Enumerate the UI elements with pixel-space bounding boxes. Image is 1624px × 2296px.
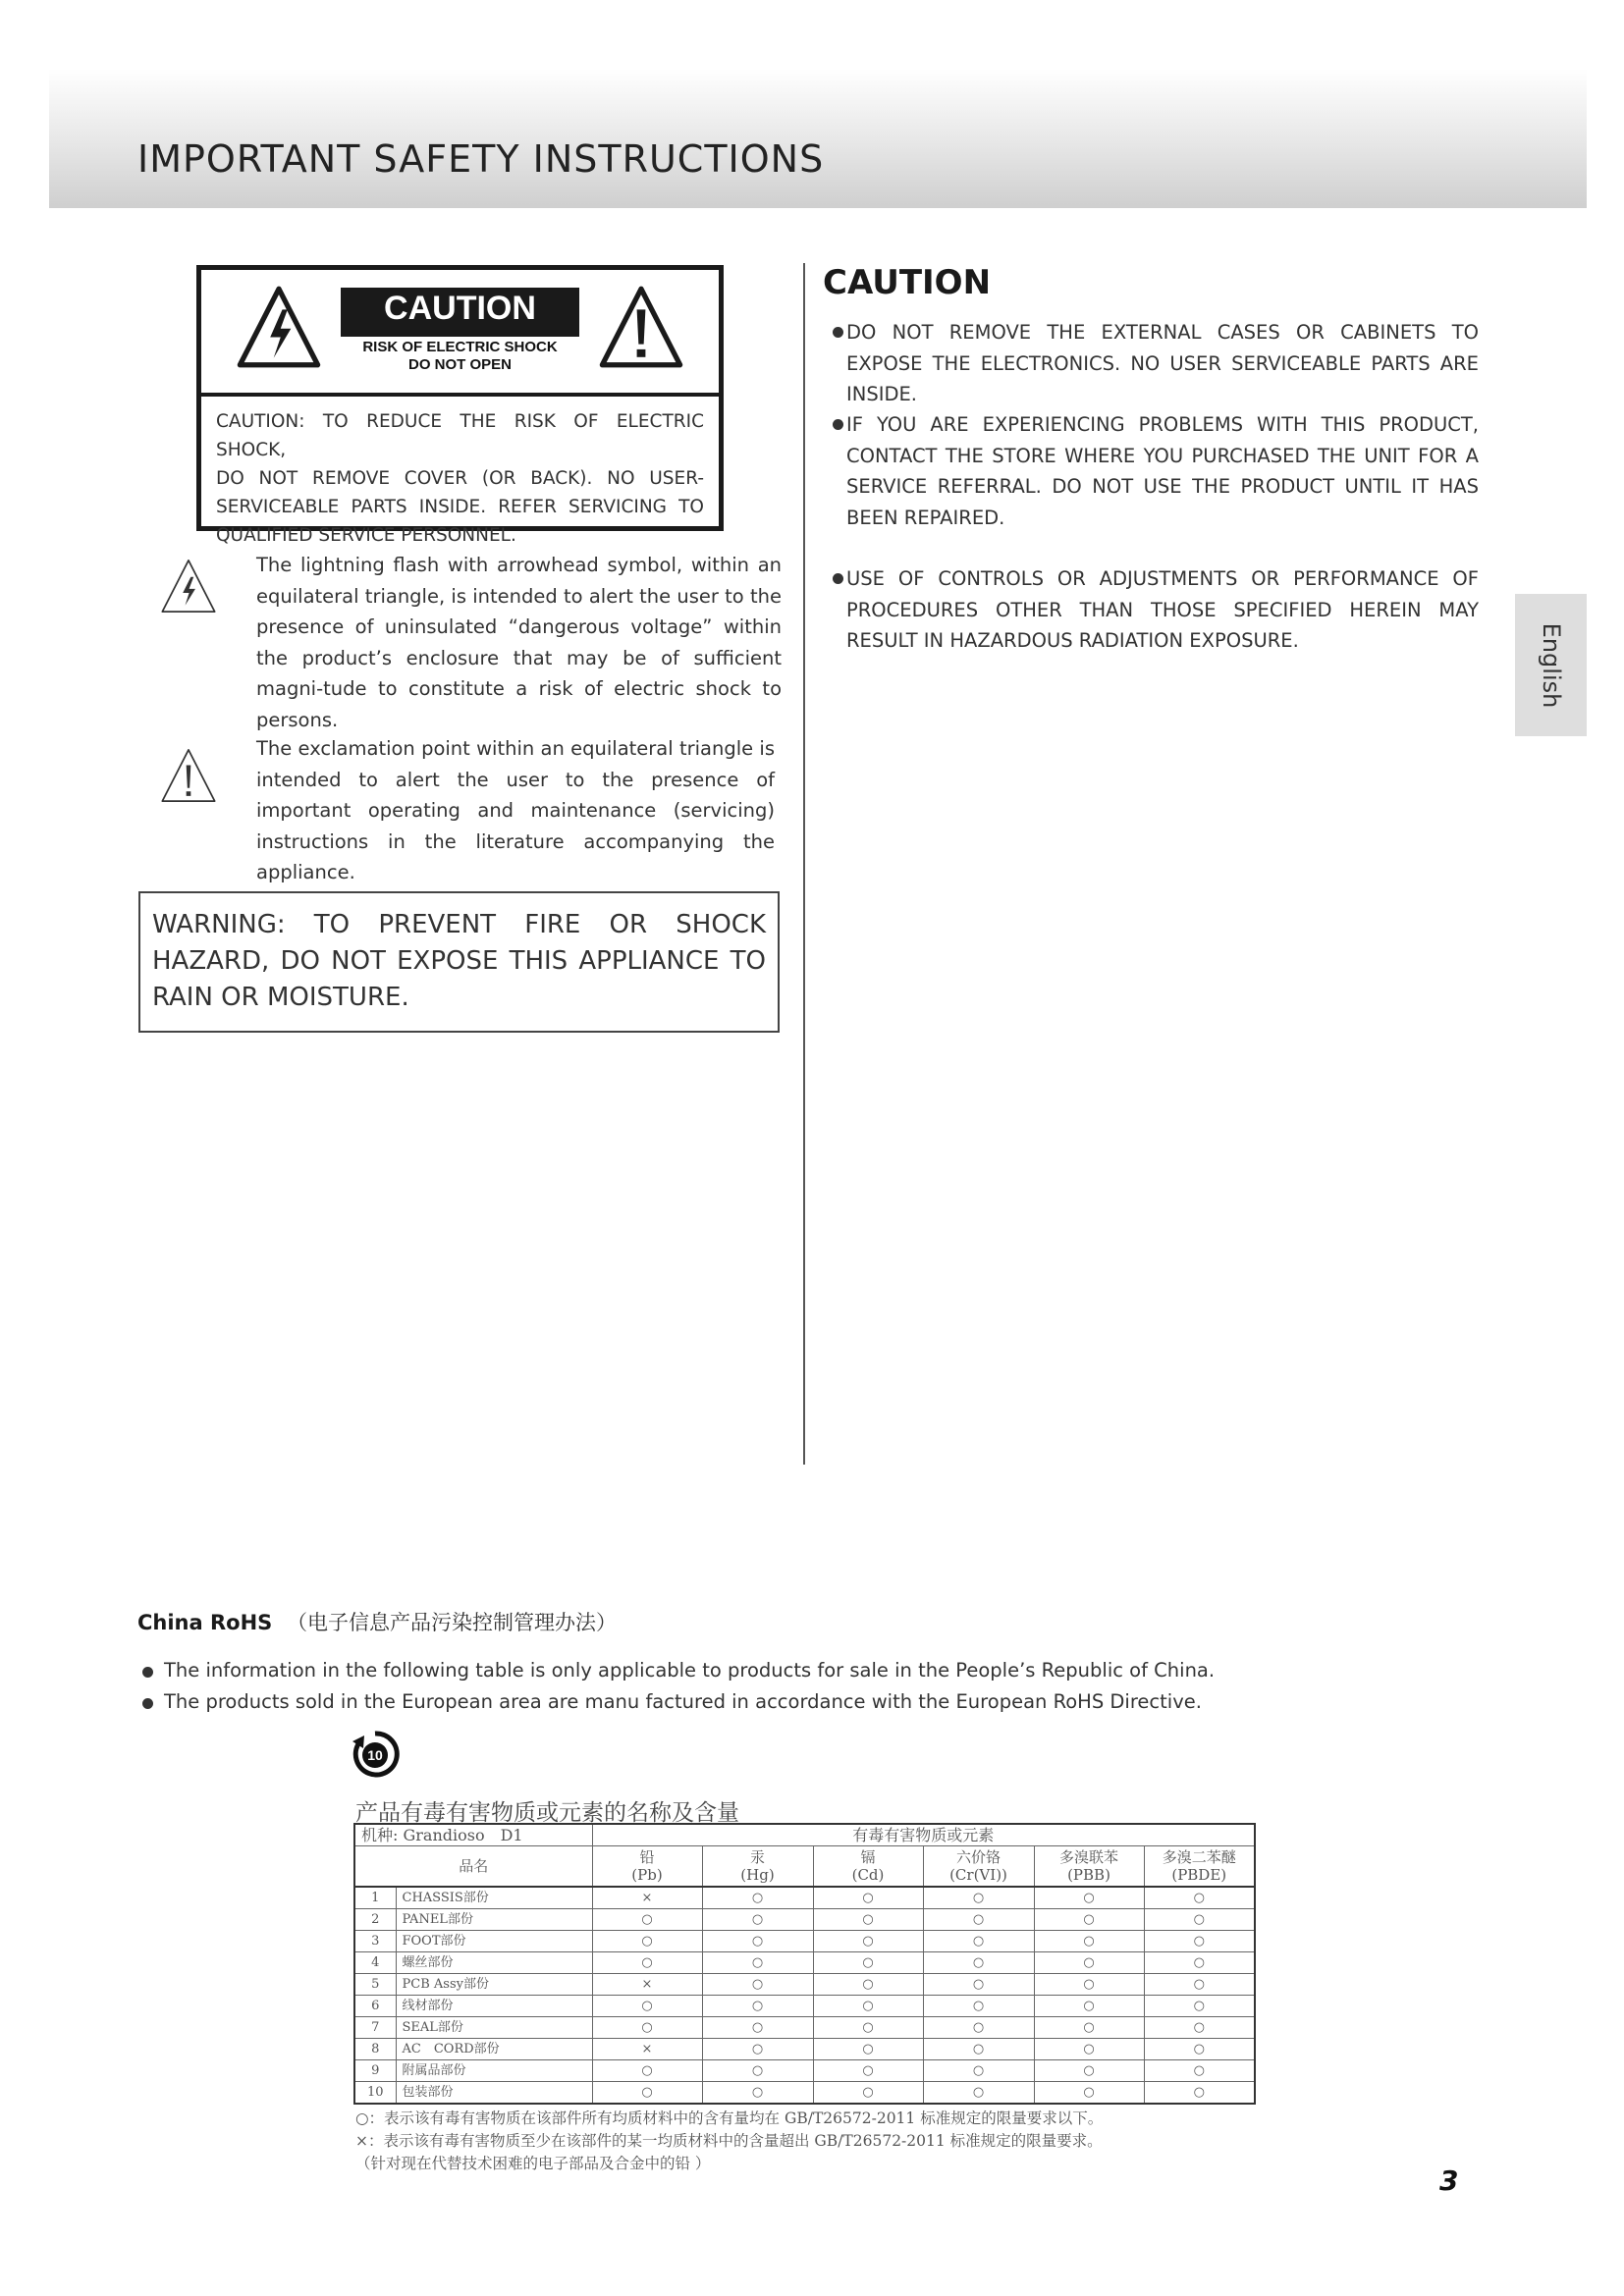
- substance-symbol: (Hg): [740, 1866, 775, 1884]
- substance-header: [592, 1846, 702, 1888]
- mark-cell: ○: [1034, 1931, 1144, 1952]
- substance-symbol: (Cd): [851, 1866, 885, 1884]
- table-row: [354, 2017, 1255, 2039]
- caution-label-header: [201, 270, 719, 393]
- language-tab: [1515, 594, 1587, 736]
- epup-number: 10: [367, 1747, 383, 1763]
- mark-cell: ○: [1034, 1974, 1144, 1996]
- row-number: 10: [354, 2082, 396, 2105]
- caution-item: [846, 563, 1479, 657]
- substance-name: 铅: [639, 1848, 655, 1866]
- mark-cell: ○: [813, 1952, 923, 1974]
- row-number: 8: [354, 2039, 396, 2060]
- caution-label-line-4: QUALIFIED SERVICE PERSONNEL.: [216, 525, 516, 546]
- mark-cell: ○: [1034, 1887, 1144, 1909]
- exclamation-symbol-icon: [160, 747, 217, 804]
- mark-cell: ○: [813, 1887, 923, 1909]
- rohs-bullet: [164, 1659, 1215, 1682]
- caution-item-text: DO NOT REMOVE THE EXTERNAL CASES OR CABINETS TO EXPOSE THE ELECTRONICS. NO USER SERVICEABLE PARTS ARE INSIDE.: [846, 321, 1479, 405]
- part-name: 包装部份: [396, 2082, 592, 2105]
- mark-cell: ○: [1144, 1887, 1255, 1909]
- mark-cell: ○: [923, 1909, 1034, 1931]
- mark-cell: ○: [813, 2039, 923, 2060]
- mark-cell: ○: [702, 1974, 813, 1996]
- substance-header: [813, 1846, 923, 1888]
- rohs-table-title: 产品有毒有害物质或元素的名称及含量: [355, 1800, 739, 1826]
- part-name: CHASSIS部份: [396, 1887, 592, 1909]
- row-number: 9: [354, 2060, 396, 2082]
- rohs-note: ×：表示该有毒有害物质至少在该部件的某一均质材料中的含量超出 GB/T26572-2011 标准规定的限量要求。: [355, 2132, 1103, 2150]
- rohs-bullet: [164, 1690, 1202, 1713]
- mark-cell: ○: [592, 2082, 702, 2105]
- mark-cell: ○: [1144, 2039, 1255, 2060]
- mark-cell: ○: [1144, 1931, 1255, 1952]
- warning-box: WARNING: TO PREVENT FIRE OR SHOCK HAZARD, DO NOT EXPOSE THIS APPLIANCE TO RAIN OR MOISTURE.: [138, 891, 780, 1033]
- mark-cell: ○: [923, 1952, 1034, 1974]
- table-row: [354, 1952, 1255, 1974]
- part-name: SEAL部份: [396, 2017, 592, 2039]
- rohs-title: China RoHS: [137, 1611, 273, 1634]
- caution-heading: CAUTION: [823, 263, 992, 302]
- table-row: [354, 1931, 1255, 1952]
- mark-cell: ○: [702, 2039, 813, 2060]
- rohs-table: [353, 1823, 1256, 2105]
- mark-cell: ○: [1034, 2017, 1144, 2039]
- bullet-icon: [833, 573, 843, 584]
- caution-item-text: IF YOU ARE EXPERIENCING PROBLEMS WITH THIS PRODUCT, CONTACT THE STORE WHERE YOU PURCHASED THE UNIT FOR A SERVICE REFERRAL. DO NOT USE THE PRODUCT UNTIL IT HAS BEEN REPAIRED.: [846, 413, 1479, 529]
- row-number: 3: [354, 1931, 396, 1952]
- part-name: FOOT部份: [396, 1931, 592, 1952]
- bullet-icon: [142, 1667, 153, 1678]
- row-number: 1: [354, 1887, 396, 1909]
- mark-cell: ○: [1144, 1952, 1255, 1974]
- mark-cell: ○: [923, 1996, 1034, 2017]
- substance-name: 六价铬: [955, 1848, 1001, 1866]
- caution-label-body: [216, 407, 704, 550]
- mark-cell: ○: [592, 1931, 702, 1952]
- caution-item-text: USE OF CONTROLS OR ADJUSTMENTS OR PERFORMANCE OF PROCEDURES OTHER THAN THOSE SPECIFIED HEREIN MAY RESULT IN HAZARDOUS RADIATION EXPOSURE.: [846, 567, 1479, 652]
- substance-header: [702, 1846, 813, 1888]
- mark-cell: ○: [1034, 1952, 1144, 1974]
- lightning-symbol-text: The lightning flash with arrowhead symbol, within an equilateral triangle, is intended to alert the user to the presence of uninsulated “dangerous voltage” within the product’s enclosure that may be of sufficient magni-tude to constitute a risk of electric shock to persons.: [256, 554, 782, 731]
- mark-cell: ○: [1034, 2082, 1144, 2105]
- mark-cell: ○: [923, 2039, 1034, 2060]
- part-name: 线材部份: [396, 1996, 592, 2017]
- mark-cell: ○: [813, 1974, 923, 1996]
- mark-cell: ×: [592, 1887, 702, 1909]
- mark-cell: ○: [1034, 2039, 1144, 2060]
- caution-label-rule: [201, 393, 719, 397]
- mark-cell: ○: [592, 1909, 702, 1931]
- rohs-note: ○：表示该有毒有害物质在该部件所有均质材料中的含有量均在 GB/T26572-2011 标准规定的限量要求以下。: [355, 2109, 1104, 2127]
- table-row: [354, 1887, 1255, 1909]
- mark-cell: ○: [813, 2082, 923, 2105]
- mark-cell: ○: [923, 1974, 1034, 1996]
- table-row: [354, 1974, 1255, 1996]
- mark-cell: ○: [702, 1931, 813, 1952]
- mark-cell: ○: [923, 2082, 1034, 2105]
- mark-cell: ○: [813, 2017, 923, 2039]
- part-name-header: 品名: [354, 1846, 592, 1888]
- mark-cell: ○: [813, 1909, 923, 1931]
- part-name: PANEL部份: [396, 1909, 592, 1931]
- row-number: 7: [354, 2017, 396, 2039]
- mark-cell: ×: [592, 1974, 702, 1996]
- mark-cell: ○: [813, 1931, 923, 1952]
- part-name: 螺丝部份: [396, 1952, 592, 1974]
- caution-label-line-3: SERVICEABLE PARTS INSIDE. REFER SERVICING TO: [216, 497, 704, 517]
- bullet-icon: [833, 327, 843, 338]
- caution-label: [196, 265, 724, 546]
- mark-cell: ○: [1144, 1996, 1255, 2017]
- mark-cell: ○: [923, 1931, 1034, 1952]
- bullet-icon: [833, 419, 843, 430]
- table-row: [354, 2082, 1255, 2105]
- mark-cell: ○: [1144, 1974, 1255, 1996]
- substance-header: [1144, 1846, 1255, 1888]
- mark-cell: ○: [702, 2017, 813, 2039]
- mark-cell: ○: [702, 1996, 813, 2017]
- mark-cell: ○: [1034, 1996, 1144, 2017]
- column-divider: [803, 263, 805, 1465]
- mark-cell: ○: [923, 2017, 1034, 2039]
- rohs-table-substance-row: [354, 1846, 1255, 1888]
- table-row: [354, 1909, 1255, 1931]
- table-row: [354, 1996, 1255, 2017]
- rohs-subtitle: （电子信息产品污染控制管理办法）: [287, 1611, 617, 1634]
- mark-cell: ○: [702, 1952, 813, 1974]
- mark-cell: ○: [592, 1952, 702, 1974]
- substance-symbol: (PBDE): [1171, 1866, 1227, 1884]
- mark-cell: ○: [813, 2060, 923, 2082]
- part-name: AC CORD部份: [396, 2039, 592, 2060]
- language-tab-label: English: [1537, 622, 1565, 708]
- substance-symbol: (Pb): [631, 1866, 663, 1884]
- lightning-triangle-icon: [236, 284, 322, 370]
- row-number: 2: [354, 1909, 396, 1931]
- substance-header: [923, 1846, 1034, 1888]
- mark-cell: ○: [702, 2082, 813, 2105]
- page-title: IMPORTANT SAFETY INSTRUCTIONS: [137, 137, 825, 181]
- caution-item: [846, 317, 1479, 410]
- substance-name: 多溴联苯: [1058, 1848, 1118, 1866]
- page-number: 3: [1439, 2164, 1459, 2197]
- row-number: 4: [354, 1952, 396, 1974]
- mark-cell: ○: [923, 2060, 1034, 2082]
- table-row: [354, 2039, 1255, 2060]
- mark-cell: ○: [1144, 2060, 1255, 2082]
- caution-badge: [341, 288, 579, 376]
- mark-cell: ○: [1034, 1909, 1144, 1931]
- mark-cell: ○: [702, 1887, 813, 1909]
- substance-header: [1034, 1846, 1144, 1888]
- rohs-bullet-text: The products sold in the European area are manu factured in accordance with the European RoHS Directive.: [164, 1690, 1202, 1713]
- epup-10-year-icon: [351, 1730, 400, 1779]
- caution-label-line-1: CAUTION: TO REDUCE THE RISK OF ELECTRIC SHOCK,: [216, 411, 704, 460]
- caution-item: [846, 409, 1479, 533]
- exclamation-triangle-icon: [598, 284, 684, 370]
- substance-symbol: (PBB): [1067, 1866, 1110, 1884]
- mark-cell: ○: [1144, 2082, 1255, 2105]
- part-name: 附属品部份: [396, 2060, 592, 2082]
- mark-cell: ○: [1034, 2060, 1144, 2082]
- substance-name: 镉: [860, 1848, 876, 1866]
- lightning-symbol-icon: [160, 558, 217, 614]
- row-number: 5: [354, 1974, 396, 1996]
- model-label: 机种: Grandioso D1: [354, 1824, 592, 1846]
- substance-symbol: (Cr(VI)): [949, 1866, 1007, 1884]
- caution-badge-word: CAUTION: [384, 290, 536, 327]
- caution-label-line-2: DO NOT REMOVE COVER (OR BACK). NO USER-: [216, 468, 704, 489]
- substance-name: 多溴二苯醚: [1162, 1848, 1236, 1866]
- mark-cell: ×: [592, 2039, 702, 2060]
- rohs-table-header-row: [354, 1824, 1255, 1846]
- substance-name: 汞: [749, 1848, 765, 1866]
- row-number: 6: [354, 1996, 396, 2017]
- table-row: [354, 2060, 1255, 2082]
- caution-badge-subtext: [341, 339, 579, 374]
- mark-cell: ○: [813, 1996, 923, 2017]
- mark-cell: ○: [592, 1996, 702, 2017]
- rohs-note: （针对现在代替技术困难的电子部品及合金中的铅 ）: [355, 2155, 711, 2172]
- caution-badge-line-1: RISK OF ELECTRIC SHOCK: [362, 339, 558, 355]
- part-name: PCB Assy部份: [396, 1974, 592, 1996]
- mark-cell: ○: [1144, 1909, 1255, 1931]
- mark-cell: ○: [592, 2017, 702, 2039]
- rohs-bullet-text: The information in the following table is only applicable to products for sale in the People’s Republic of China.: [164, 1659, 1216, 1682]
- substances-header: 有毒有害物质或元素: [592, 1824, 1255, 1846]
- bullet-icon: [142, 1698, 153, 1709]
- mark-cell: ○: [702, 2060, 813, 2082]
- exclamation-symbol-text: The exclamation point within an equilateral triangle is intended to alert the user to the presence of important operating and maintenance (servicing) instructions in the literature accompanying the appliance.: [256, 737, 775, 883]
- mark-cell: ○: [923, 1887, 1034, 1909]
- mark-cell: ○: [1144, 2017, 1255, 2039]
- mark-cell: ○: [702, 1909, 813, 1931]
- mark-cell: ○: [592, 2060, 702, 2082]
- caution-badge-line-2: DO NOT OPEN: [407, 356, 512, 373]
